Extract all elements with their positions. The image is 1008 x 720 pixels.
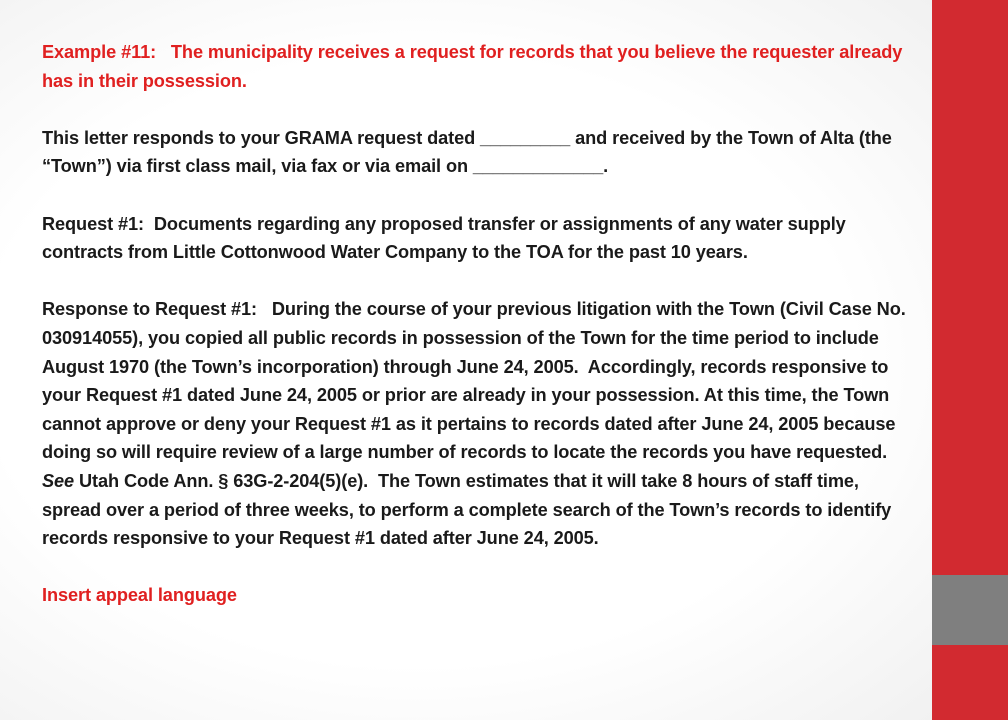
intro-paragraph <box>42 124 922 181</box>
appeal-placeholder <box>42 581 922 610</box>
example-gap <box>156 42 171 62</box>
citation-see: See <box>42 470 75 491</box>
response-text-part1: Response to Request #1: During the course of your previous litigation with the Town (Civil Case No. 030914055), you copied all public records in possession of the Town for the time period to include August 1970 (the Town’s incorporation) through June 24, 2005. Accordingly, records responsive to your Request #1 dated June 24, 2005 or prior are already in your possession. At this time, the Town cannot approve or deny your Request #1 as it pertains to records dated after June 24, 2005 because doing so will require review of a large number of records to locate the records you have requested. <box>42 299 911 463</box>
request-paragraph <box>42 210 922 267</box>
sidebar-red-band-bottom <box>932 645 1008 720</box>
decorative-sidebar <box>932 0 1008 720</box>
response-paragraph <box>42 295 922 552</box>
request-text: Request #1: Documents regarding any proposed transfer or assignments of any water supply contracts from Little Cottonwood Water Company to the TOA for the past 10 years. <box>42 213 851 263</box>
sidebar-gray-band <box>932 575 1008 645</box>
example-heading <box>42 38 922 95</box>
response-text-part2: Utah Code Ann. § 63G-2-204(5)(e). The Town estimates that it will take 8 hours of staff time, spread over a period of three weeks, to perform a complete search of the Town’s records to identify records responsive to your Request #1 dated after June 24, 2005. <box>42 470 897 549</box>
example-text: The municipality receives a request for records that you believe the requester already has in their possession. <box>42 42 908 91</box>
intro-text: This letter responds to your GRAMA request dated _________ and received by the Town of Alta (the “Town”) via first class mail, via fax or via email on _____________. <box>42 127 897 177</box>
example-label: Example #11: <box>42 42 157 62</box>
sidebar-red-band-top <box>932 0 1008 575</box>
appeal-text: Insert appeal language <box>42 585 237 606</box>
document-body <box>42 38 922 610</box>
